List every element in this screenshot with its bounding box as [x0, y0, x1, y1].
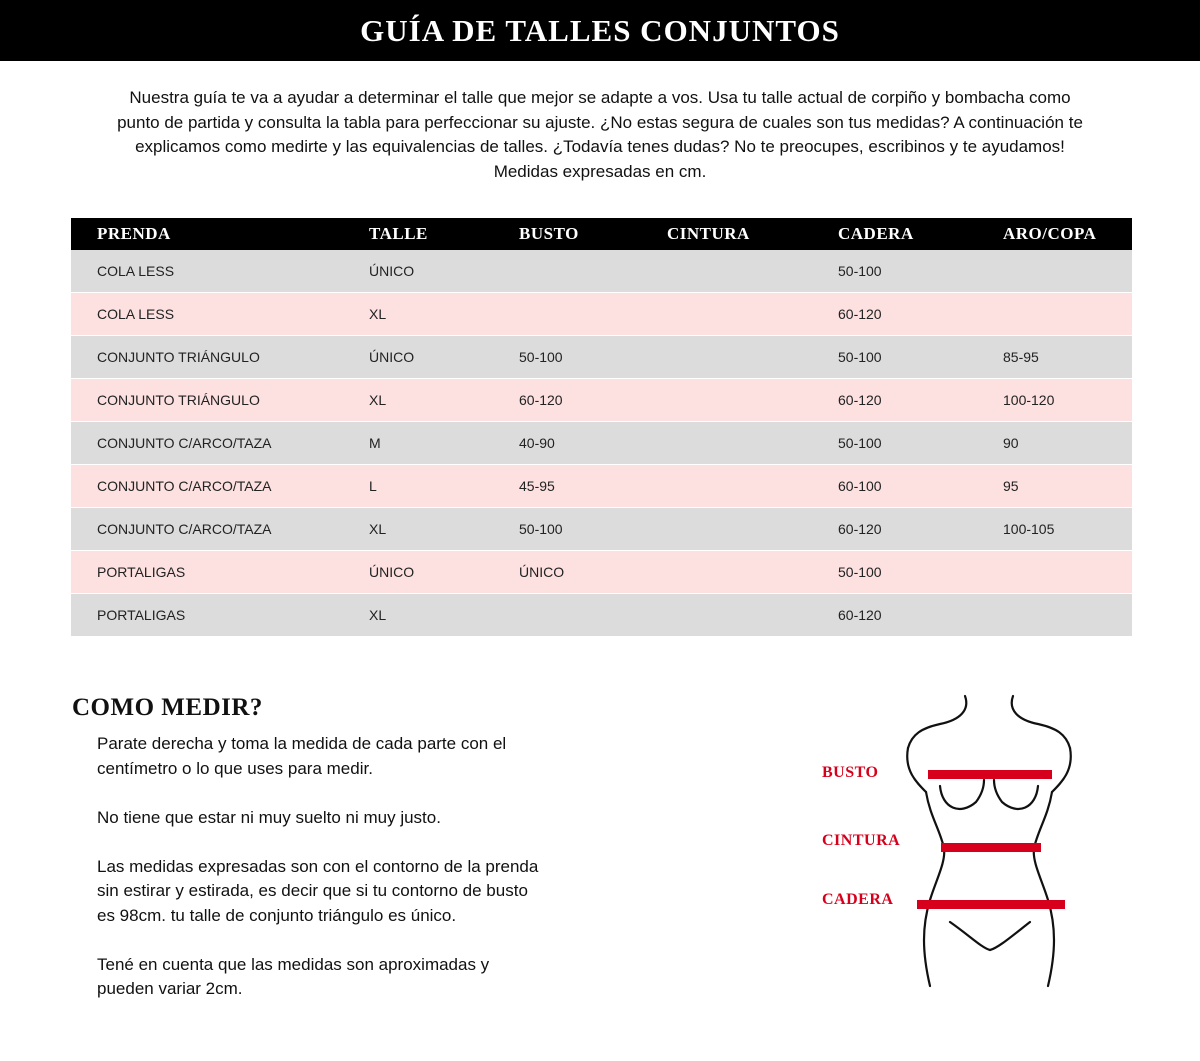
cell-cintura: [667, 551, 838, 594]
cell-prenda: PORTALIGAS: [71, 594, 369, 637]
table-row: [71, 551, 1132, 594]
table-row: [71, 336, 1132, 379]
how-to-paragraph: Tené en cuenta que las medidas son aproximadas y pueden variar 2cm.: [97, 954, 490, 998]
page-header: [0, 0, 1200, 61]
female-torso-icon: [800, 690, 1100, 1000]
size-table-header-row: [71, 218, 1132, 250]
cell-aro-copa: 100-120: [1003, 379, 1132, 422]
cell-busto: [519, 594, 667, 637]
how-to-paragraph: No tiene que estar ni muy suelto ni muy justo.: [97, 807, 441, 827]
cell-aro-copa: [1003, 293, 1132, 336]
table-row: [71, 250, 1132, 293]
cell-prenda: PORTALIGAS: [71, 551, 369, 594]
cell-prenda: CONJUNTO C/ARCO/TAZA: [71, 508, 369, 551]
cell-busto: 40-90: [519, 422, 667, 465]
size-table: [71, 218, 1132, 637]
table-row: [71, 508, 1132, 551]
how-to-measure-text: [97, 732, 547, 1026]
cell-cadera: 60-120: [838, 508, 1003, 551]
cell-talle: XL: [369, 508, 519, 551]
table-row: [71, 379, 1132, 422]
cell-cintura: [667, 250, 838, 293]
cell-cadera: 50-100: [838, 551, 1003, 594]
cell-cadera: 60-120: [838, 379, 1003, 422]
cell-aro-copa: 95: [1003, 465, 1132, 508]
cell-cadera: 50-100: [838, 250, 1003, 293]
cell-aro-copa: [1003, 250, 1132, 293]
cell-aro-copa: 90: [1003, 422, 1132, 465]
cell-cintura: [667, 379, 838, 422]
cell-aro-copa: [1003, 594, 1132, 637]
cell-cintura: [667, 465, 838, 508]
cell-cadera: 50-100: [838, 336, 1003, 379]
cell-talle: M: [369, 422, 519, 465]
cell-talle: ÚNICO: [369, 250, 519, 293]
table-row: [71, 594, 1132, 637]
cell-prenda: CONJUNTO TRIÁNGULO: [71, 336, 369, 379]
table-row: [71, 422, 1132, 465]
cell-prenda: CONJUNTO C/ARCO/TAZA: [71, 422, 369, 465]
hip-band: [917, 900, 1065, 909]
how-to-measure-title: COMO MEDIR?: [72, 694, 263, 721]
cell-cintura: [667, 293, 838, 336]
cell-prenda: COLA LESS: [71, 250, 369, 293]
cell-talle: L: [369, 465, 519, 508]
cell-busto: 60-120: [519, 379, 667, 422]
col-header-aro-copa: ARO/COPA: [1003, 218, 1132, 250]
col-header-busto: BUSTO: [519, 218, 667, 250]
hip-label: CADERA: [822, 891, 894, 908]
cell-talle: XL: [369, 594, 519, 637]
cell-aro-copa: [1003, 551, 1132, 594]
cell-cadera: 60-120: [838, 594, 1003, 637]
bust-label: BUSTO: [822, 764, 879, 781]
cell-aro-copa: 100-105: [1003, 508, 1132, 551]
cell-talle: ÚNICO: [369, 336, 519, 379]
cell-busto: 50-100: [519, 336, 667, 379]
cell-cadera: 50-100: [838, 422, 1003, 465]
cell-busto: 45-95: [519, 465, 667, 508]
cell-busto: [519, 250, 667, 293]
body-measure-figure: [800, 690, 1100, 1000]
col-header-cintura: CINTURA: [667, 218, 838, 250]
cell-busto: [519, 293, 667, 336]
cell-busto: ÚNICO: [519, 551, 667, 594]
cell-prenda: CONJUNTO TRIÁNGULO: [71, 379, 369, 422]
col-header-prenda: PRENDA: [71, 218, 369, 250]
intro-paragraph: Nuestra guía te va a ayudar a determinar el talle que mejor se adapte a vos. Usa tu talle actual de corpiño y bombacha como punto de partida y consulta la tabla para perfeccionar su ajuste. ¿No estas segura de cuales son tus medidas? A continuación te explicamos como medirte y las equivalencias de talles. ¿Todavía tenes dudas? No te preocupes, escribinos y te ayudamos! Medidas expresadas en cm.: [117, 88, 1083, 181]
col-header-talle: TALLE: [369, 218, 519, 250]
cell-cintura: [667, 422, 838, 465]
cell-talle: XL: [369, 379, 519, 422]
cell-talle: ÚNICO: [369, 551, 519, 594]
waist-band: [941, 843, 1041, 852]
cell-cintura: [667, 594, 838, 637]
cell-prenda: COLA LESS: [71, 293, 369, 336]
how-to-paragraph: Las medidas expresadas son con el contorno de la prenda sin estirar y estirada, es decir que si tu contorno de busto es 98cm. tu talle de conjunto triángulo es único.: [97, 856, 539, 925]
table-row: [71, 293, 1132, 336]
bust-band: [928, 770, 1052, 779]
page-title: GUÍA DE TALLES CONJUNTOS: [360, 12, 840, 48]
cell-cadera: 60-100: [838, 465, 1003, 508]
table-row: [71, 465, 1132, 508]
cell-cintura: [667, 508, 838, 551]
col-header-cadera: CADERA: [838, 218, 1003, 250]
cell-talle: XL: [369, 293, 519, 336]
cell-cintura: [667, 336, 838, 379]
how-to-paragraph: Parate derecha y toma la medida de cada parte con el centímetro o lo que uses para medir.: [97, 734, 507, 778]
cell-cadera: 60-120: [838, 293, 1003, 336]
cell-busto: 50-100: [519, 508, 667, 551]
cell-aro-copa: 85-95: [1003, 336, 1132, 379]
cell-prenda: CONJUNTO C/ARCO/TAZA: [71, 465, 369, 508]
waist-label: CINTURA: [822, 832, 901, 849]
